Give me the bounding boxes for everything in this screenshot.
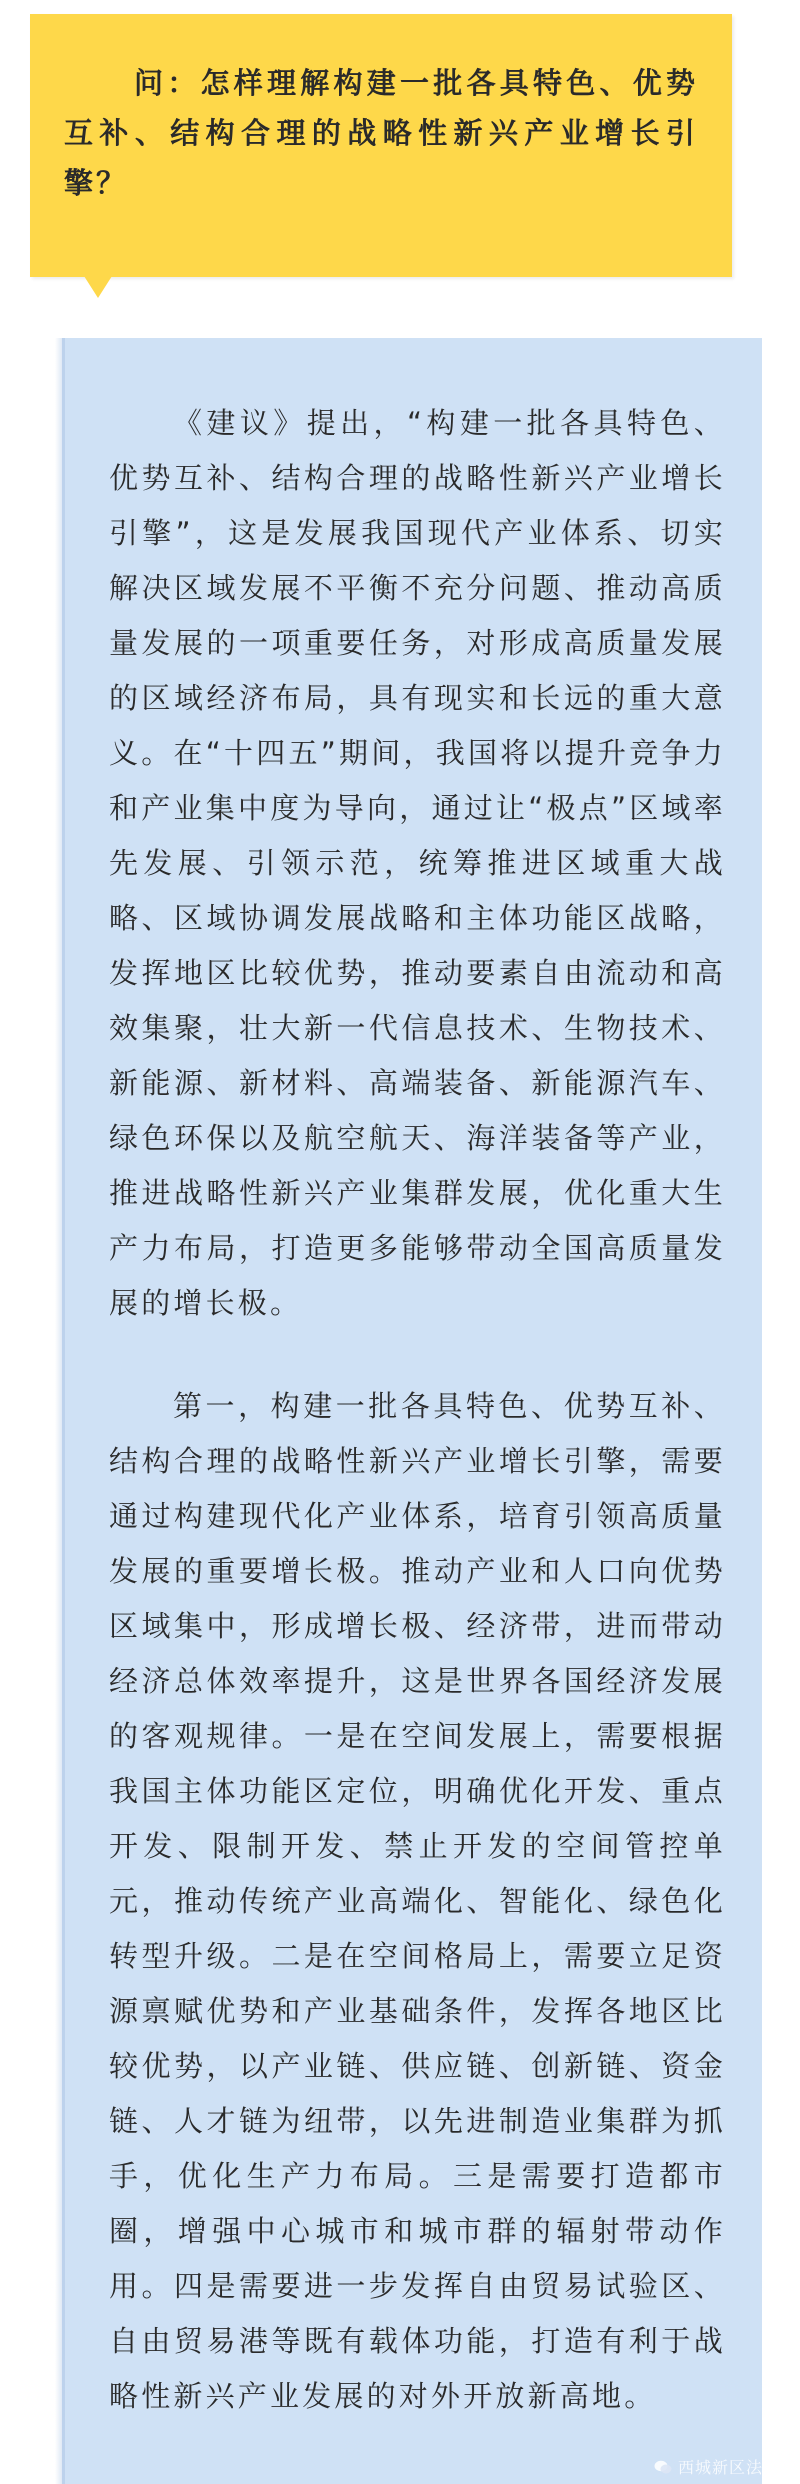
- question-callout: [30, 14, 732, 277]
- wechat-icon: [654, 2460, 672, 2474]
- callout-pointer: [84, 276, 112, 298]
- answer-panel: [62, 338, 762, 2484]
- watermark-text: 西城新区法河: [677, 2458, 780, 2477]
- watermark: [654, 2455, 780, 2478]
- answer-paragraph-2: 第一，构建一批各具特色、优势互补、结构合理的战略性新兴产业增长引擎，需要通过构建现代化产业体系，培育引领高质量发展的重要增长极。推动产业和人口向优势区域集中，形成增长极、经济带，进而带动经济总体效率提升，这是世界各国经济发展的客观规律。一是在空间发展上，需要根据我国主体功能区定位，明确优化开发、重点开发、限制开发、禁止开发的空间管控单元，推动传统产业高端化、智能化、绿色化转型升级。二是在空间格局上，需要立足资源禀赋优势和产业基础条件，发挥各地区比较优势，以产业链、供应链、创新链、资金链、人才链为纽带，以先进制造业集群为抓手，优化生产力布局。三是需要打造都市圈，增强中心城市和城市群的辐射带动作用。四是需要进一步发挥自由贸易试验区、自由贸易港等既有载体功能，打造有利于战略性新兴产业发展的对外开放新高地。: [109, 1389, 726, 2413]
- answer-paragraph-1: 《建议》提出，“构建一批各具特色、优势互补、结构合理的战略性新兴产业增长引擎”，这是发展我国现代产业体系、切实解决区域发展不平衡不充分问题、推动高质量发展的一项重要任务，对形成高质量发展的区域经济布局，具有现实和长远的重大意义。在“十四五”期间，我国将以提升竞争力和产业集中度为导向，通过让“极点”区域率先发展、引领示范，统筹推进区域重大战略、区域协调发展战略和主体功能区战略，发挥地区比较优势，推动要素自由流动和高效集聚，壮大新一代信息技术、生物技术、新能源、新材料、高端装备、新能源汽车、绿色环保以及航空航天、海洋装备等产业，推进战略性新兴产业集群发展，优化重大生产力布局，打造更多能够带动全国高质量发展的增长极。: [109, 406, 726, 1320]
- question-text: 问：怎样理解构建一批各具特色、优势互补、结构合理的战略性新兴产业增长引擎？: [64, 66, 698, 200]
